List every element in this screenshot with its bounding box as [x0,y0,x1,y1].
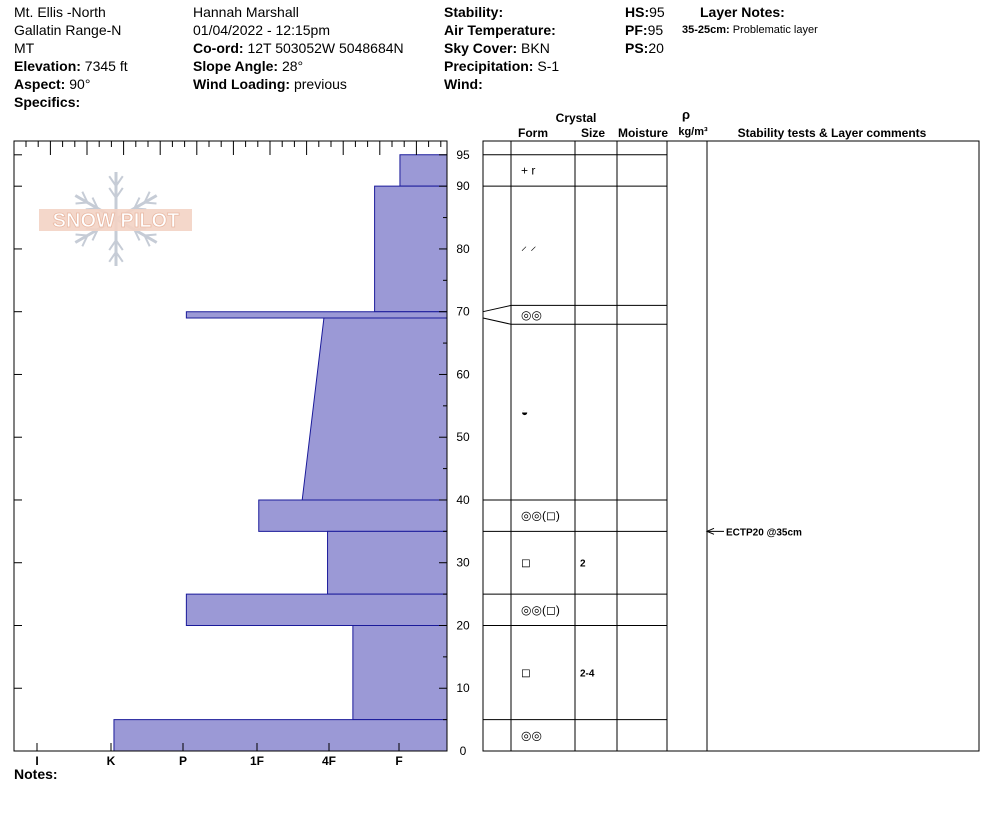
hardness-bar-0 [400,155,447,186]
header-density-unit: kg/m³ [678,126,708,138]
crystal-form-5: ◻ [521,555,531,570]
crystal-size-5: 2 [580,558,586,570]
notes-label: Notes: [14,766,58,782]
crystal-form-0: + r [521,163,536,178]
hardness-label-K: K [106,754,116,768]
coordinates: Co-ord: 12T 503052W 5048684N [193,40,404,56]
header-rho: ρ [681,107,691,122]
hardness-label-1F: 1F [249,754,265,768]
logo-flake-branch [144,235,156,236]
depth-label-10: 10 [456,681,470,696]
depth-label-20: 20 [456,618,470,633]
crystal-form-8: ◎◎ [521,728,542,743]
depth-label-60: 60 [456,367,470,382]
location-line-3: MT [14,40,35,56]
hardness-bar-7 [353,625,447,719]
header-crystal: Crystal [555,111,597,125]
crystal-form-4: ◎◎(◻) [521,508,560,523]
depth-label-30: 30 [456,555,470,570]
hardness-bar-3 [302,318,447,500]
pf: PF:95 [625,22,664,38]
logo-text: SNOW PILOT [52,210,180,232]
hardness-bar-1 [375,186,447,312]
ps: PS:20 [625,40,664,56]
specifics: Specifics: [14,94,81,110]
hardness-label-I: I [35,754,39,768]
hardness-label-4F: 4F [321,754,337,768]
depth-label-70: 70 [456,304,470,319]
location-line-2: Gallatin Range-N [14,22,122,38]
slope-angle: Slope Angle: 28° [193,58,304,74]
layer-leader-2 [483,305,511,311]
layer-leader-3 [483,318,511,324]
depth-label-40: 40 [456,492,470,507]
depth-label-50: 50 [456,430,470,445]
crystal-form-1: ⸝ ⸝ [521,238,537,253]
depth-label-0: 0 [459,744,467,758]
crystal-form-6: ◎◎(◻) [521,602,560,617]
depth-label-80: 80 [456,241,470,256]
hardness-bar-8 [114,720,447,751]
crystal-form-2: ◎◎ [521,307,542,322]
hardness-label-P: P [178,754,188,768]
depth-label-95: 95 [456,147,470,162]
stability: Stability: [444,4,504,20]
aspect: Aspect: 90° [14,76,91,92]
logo-flake-branch [76,203,88,204]
hardness-bar-5 [328,531,447,594]
layer-notes-title: Layer Notes: [700,4,785,20]
crystal-form-3: ◒ [521,405,529,420]
precipitation: Precipitation: S-1 [444,58,560,74]
hardness-bar-2 [186,312,447,318]
observation-datetime: 01/04/2022 - 12:15pm [193,22,330,38]
crystal-size-7: 2-4 [580,668,595,680]
depth-label-90: 90 [456,179,470,194]
layer-note: 35-25cm: Problematic layer [682,24,818,36]
location-line-1: Mt. Ellis -North [14,4,106,20]
header-stability: Stability tests & Layer comments [737,126,927,140]
header-size: Size [580,126,606,140]
wind-loading: Wind Loading: previous [193,76,347,92]
layers-frame [483,141,979,751]
logo-flake-branch [76,235,88,236]
air-temperature: Air Temperature: [444,22,556,38]
hs: HS:95 [625,4,665,20]
elevation: Elevation: 7345 ft [14,58,128,74]
header-form: Form [518,126,548,140]
hardness-bar-4 [259,500,447,531]
wind: Wind: [444,76,483,92]
logo-flake-branch [144,203,156,204]
crystal-form-7: ◻ [521,665,531,680]
observer-name: Hannah Marshall [193,4,299,20]
hardness-bar-6 [186,594,447,625]
sky-cover: Sky Cover: BKN [444,40,550,56]
header-moisture: Moisture [617,126,669,140]
hardness-label-F: F [395,754,403,768]
stability-test-0: ECTP20 @35cm [726,527,802,539]
